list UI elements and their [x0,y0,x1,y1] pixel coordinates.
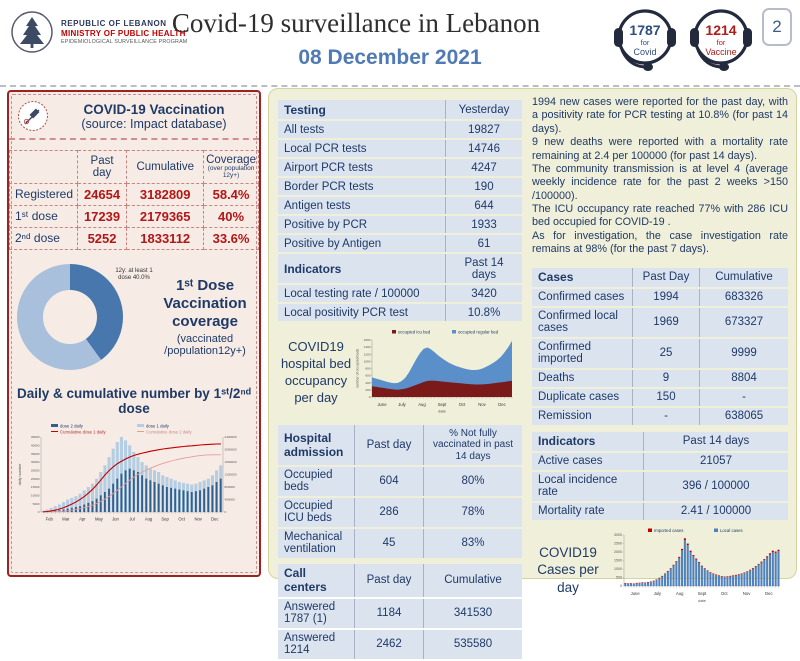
svg-text:5000: 5000 [33,501,40,505]
svg-text:1200000: 1200000 [225,472,237,476]
row-label: Local positivity PCR test [278,304,445,321]
admission-header: Hospital admission [278,425,354,465]
table-row [532,308,788,337]
hotline-covid-number: 1787 [629,22,660,38]
table-row [532,472,788,501]
cases-header: Cases [532,268,632,287]
indicators-header: Indicators [532,432,643,451]
logo-line2: MINISTRY OF PUBLIC HEALTH [61,29,187,39]
svg-text:Jul: Jul [129,516,134,521]
svg-text:Dec: Dec [211,516,218,521]
logo-line3: EPIDEMIOLOGICAL SURVEILLANCE PROGRAM [61,39,187,46]
indicators-header: Indicators [278,254,445,283]
vaccination-table [9,150,259,250]
svg-text:Local cases: Local cases [720,527,743,532]
cell-value: 673327 [699,308,788,337]
situation-summary [532,96,788,257]
call-centers-table [278,562,522,661]
table-row [278,121,522,138]
cell-value: 25 [632,339,699,368]
row-label: Local PCR tests [278,140,445,157]
donut-annotation: 12y: at least 1 dose 40.0% [115,268,153,282]
cases-table [532,266,788,427]
cell-value: 33.6% [204,227,259,249]
hotline-vaccine-label: Vaccine [705,47,736,57]
row-label: Antigen tests [278,197,445,214]
row-label: Airport PCR tests [278,159,445,176]
col-header-past-day: Past Day [632,268,699,287]
table-row [532,503,788,520]
cell-value: 3420 [445,285,522,302]
table-row [532,432,788,451]
cases-column [532,96,788,612]
svg-text:200: 200 [365,388,370,392]
testing-header: Testing [278,100,445,119]
cell-value: 1833112 [127,227,204,249]
logo-line1: REPUBLIC OF LEBANON [61,19,187,29]
hotline-covid-label: Covid [633,47,656,57]
summary-paragraph: 9 new deaths were reported with a mortality rate remaining at 2.4 per 100000 (for past 14 days). [532,136,788,163]
row-label: 2ⁿᵈ dose [10,227,78,249]
vaccine-icon [17,100,49,132]
row-label: 1ˢᵗ dose [10,205,78,227]
testing-period: Yesterday [445,100,522,119]
row-label: Duplicate cases [532,389,632,406]
svg-text:1600000: 1600000 [225,460,237,464]
cell-value: 5252 [77,227,127,249]
svg-text:800: 800 [365,367,370,371]
svg-text:15000: 15000 [31,485,40,489]
cell-value: 1969 [632,308,699,337]
cell-value: 10.8% [445,304,522,321]
svg-text:June: June [377,402,387,407]
col-header-past-day: Past day [354,564,423,597]
row-label: Positive by PCR [278,216,445,233]
svg-text:occupied icu bed: occupied icu bed [398,330,431,335]
row-label: Answered 1214 [278,630,354,659]
cell-value: 3182809 [127,183,204,205]
svg-text:Nov: Nov [743,591,751,596]
svg-text:Cumulative dose 1 daily: Cumulative dose 1 daily [60,429,106,434]
cell-value: 8804 [699,370,788,387]
svg-text:0: 0 [38,510,40,514]
table-row [278,467,522,496]
svg-text:Mar: Mar [62,516,70,521]
cell-value: 58.4% [204,183,259,205]
coverage-note: (over population 12y+) [206,166,256,180]
svg-text:1600: 1600 [364,338,371,342]
row-label: Active cases [532,453,643,470]
svg-text:date: date [438,409,447,414]
row-label: Confirmed cases [532,289,632,306]
svg-text:daily number: daily number [18,463,22,485]
table-row [278,599,522,628]
svg-text:0: 0 [620,584,622,588]
svg-text:dose 2 daily: dose 2 daily [60,423,84,428]
cell-value: 61 [445,235,522,252]
cell-value: - [699,389,788,406]
indicators-period: Past 14 days [445,254,522,283]
coverage-label: Coverage [206,154,256,166]
row-label: Remission [532,408,632,425]
row-label: Mortality rate [532,503,643,520]
first-dose-coverage-block [9,264,259,370]
table-row [10,227,259,249]
vaccination-daily-chart [15,420,253,538]
svg-text:Aug: Aug [145,516,153,521]
testing-column [278,98,522,661]
cases-per-day-chart [604,526,786,612]
table-row [532,389,788,406]
table-row [278,498,522,527]
col-header-not-vaccinated: % Not fully vaccinated in past 14 days [423,425,522,465]
cases-per-day-block [532,526,788,612]
svg-text:May: May [95,516,104,521]
table-row [532,289,788,306]
svg-text:Aug: Aug [418,402,426,407]
row-label: Confirmed imported [532,339,632,368]
cell-value: 644 [445,197,522,214]
svg-text:40000: 40000 [31,443,40,447]
donut-title: 1ˢᵗ Dose Vaccination coverage [155,277,255,331]
vaccination-subtitle: (source: Impact database) [57,117,251,131]
svg-text:400: 400 [365,381,370,385]
table-row [278,564,522,597]
cell-value: 14746 [445,140,522,157]
cell-value: 2.41 / 100000 [643,503,788,520]
table-row [278,216,522,233]
col-header-coverage [204,151,259,184]
svg-text:2000: 2000 [614,550,622,554]
indicators-period: Past 14 days [643,432,788,451]
svg-text:1000: 1000 [364,359,371,363]
table-row [278,100,522,119]
hospital-occupancy-block [278,327,522,421]
cell-value: - [632,408,699,425]
svg-text:600: 600 [365,374,370,378]
cell-value: 2179365 [127,205,204,227]
row-label: Deaths [532,370,632,387]
cell-value: 396 / 100000 [643,472,788,501]
svg-text:1000: 1000 [614,567,622,571]
table-row [278,140,522,157]
report-header [0,0,800,87]
svg-text:Jun: Jun [112,516,119,521]
svg-text:number of occupied beds: number of occupied beds [356,349,360,389]
svg-text:Imported cases: Imported cases [654,527,683,532]
row-label: All tests [278,121,445,138]
row-label: Occupied ICU beds [278,498,354,527]
svg-text:Nov: Nov [194,516,202,521]
table-row [532,268,788,287]
vaccination-title: COVID-19 Vaccination [57,102,251,117]
page-number: 2 [762,8,792,46]
page-title: Covid-19 surveillance in Lebanon [138,8,574,39]
svg-text:500: 500 [616,575,622,579]
cell-value: 638065 [699,408,788,425]
cell-value: 45 [354,529,423,558]
svg-text:Dec: Dec [498,402,505,407]
svg-text:25000: 25000 [31,468,40,472]
svg-text:1200: 1200 [364,352,371,356]
daily-chart-title: Daily & cumulative number by 1ˢᵗ/2ⁿᵈ dose [9,386,259,416]
svg-text:45000: 45000 [31,435,40,439]
svg-text:occupied regular bed: occupied regular bed [458,330,499,335]
svg-text:2000000: 2000000 [225,447,237,451]
summary-paragraph: The community transmission is at level 4 (average weekly incidence rate for the past 2 weeks >150 /100000). [532,163,788,203]
hotline-vaccine-number: 1214 [705,22,736,38]
svg-text:Cumulative dose 2 daily: Cumulative dose 2 daily [146,429,192,434]
cell-value: 1933 [445,216,522,233]
cell-value: 9999 [699,339,788,368]
svg-text:Sept: Sept [698,591,707,596]
cell-value: 190 [445,178,522,195]
svg-text:2400000: 2400000 [225,435,237,439]
svg-text:date: date [698,598,707,603]
cell-value: 535580 [423,630,522,659]
col-header-cumulative: Cumulative [423,564,522,597]
cell-value: 604 [354,467,423,496]
svg-text:Sep: Sep [161,516,169,521]
call-centers-header: Call centers [278,564,354,597]
col-header-past-day: Past day [354,425,423,465]
svg-text:1500: 1500 [614,558,622,562]
report-date: 08 December 2021 [190,46,590,70]
col-header-cumulative: Cumulative [699,268,788,287]
svg-text:20000: 20000 [31,476,40,480]
hotline-vaccine-for: for [717,38,726,47]
row-label: Confirmed local cases [532,308,632,337]
summary-paragraph: The ICU occupancy rate reached 77% with 286 ICU bed occupied for COVID-19 . [532,203,788,230]
svg-text:800000: 800000 [225,485,236,489]
table-row [532,408,788,425]
svg-text:Oct: Oct [459,402,466,407]
cell-value: 2462 [354,630,423,659]
cell-value: 19827 [445,121,522,138]
cell-value: 1994 [632,289,699,306]
table-row [278,159,522,176]
donut-hole [43,290,97,344]
cell-value: 286 [354,498,423,527]
table-row [10,151,259,184]
empty-header-cell [10,151,78,184]
svg-text:0: 0 [369,395,371,399]
table-row [532,339,788,368]
svg-text:400000: 400000 [225,497,236,501]
row-label: Border PCR tests [278,178,445,195]
table-row [278,425,522,465]
svg-text:2500: 2500 [614,541,622,545]
svg-text:July: July [398,402,406,407]
cell-value: 21057 [643,453,788,470]
hotlines [612,4,754,74]
donut-subtitle: (vaccinated /population12y+) [155,333,255,357]
row-label: Mechanical ventilation [278,529,354,558]
cell-value: 83% [423,529,522,558]
col-header-cumulative: Cumulative [127,151,204,184]
hospital-occupancy-chart [354,327,520,421]
cell-value: 1184 [354,599,423,628]
cell-value: 40% [204,205,259,227]
svg-text:dose 1 daily: dose 1 daily [146,423,170,428]
svg-text:Nov: Nov [478,402,486,407]
case-indicators-table [532,430,788,522]
cell-value: 24654 [77,183,127,205]
svg-text:Sept: Sept [438,402,447,407]
cell-value: 80% [423,467,522,496]
svg-text:Feb: Feb [46,516,54,521]
svg-text:Dec: Dec [765,591,772,596]
vaccination-panel-header [9,92,259,140]
table-row [278,285,522,302]
occupancy-chart-title: COVID19 hospital bed occupancy per day [278,327,354,421]
table-row [278,304,522,321]
svg-text:3000: 3000 [614,533,622,537]
svg-text:Apr: Apr [79,516,86,521]
table-row [278,197,522,214]
cases-chart-title: COVID19 Cases per day [532,526,604,612]
svg-text:July: July [654,591,662,596]
row-label: Local testing rate / 100000 [278,285,445,302]
row-label: Local incidence rate [532,472,643,501]
cedar-logo-icon [10,10,54,54]
table-row [10,205,259,227]
row-label: Answered 1787 (1) [278,599,354,628]
headset-covid-icon [612,4,678,74]
table-row [532,453,788,470]
svg-text:Oct: Oct [721,591,728,596]
table-row [278,178,522,195]
svg-text:1400: 1400 [364,345,371,349]
cell-value: 17239 [77,205,127,227]
svg-text:Oct: Oct [178,516,185,521]
table-row [278,529,522,558]
vaccination-panel [7,90,261,577]
svg-text:30000: 30000 [31,460,40,464]
cell-value: 4247 [445,159,522,176]
hospital-admission-table [278,423,522,560]
cell-value: 683326 [699,289,788,306]
cell-value: 78% [423,498,522,527]
svg-text:10000: 10000 [31,493,40,497]
row-label: Occupied beds [278,467,354,496]
row-label: Positive by Antigen [278,235,445,252]
testing-table [278,98,522,323]
svg-text:35000: 35000 [31,451,40,455]
table-row [278,630,522,659]
table-row [278,254,522,283]
summary-paragraph: As for investigation, the case investigation rate remains at 98% (for the past 7 days). [532,230,788,257]
row-label: Registered [10,183,78,205]
cell-value: 150 [632,389,699,406]
table-row [10,183,259,205]
svg-text:0: 0 [225,510,227,514]
summary-paragraph: 1994 new cases were reported for the past day, with a positivity rate for PCR testing at 10.8% (for past 14 days). [532,96,788,136]
col-header-past-day: Past day [77,151,127,184]
cell-value: 9 [632,370,699,387]
table-row [532,370,788,387]
cell-value: 341530 [423,599,522,628]
hotline-covid-for: for [641,38,650,47]
headset-vaccine-icon [688,4,754,74]
table-row [278,235,522,252]
svg-text:Aug: Aug [676,591,684,596]
svg-text:June: June [631,591,641,596]
